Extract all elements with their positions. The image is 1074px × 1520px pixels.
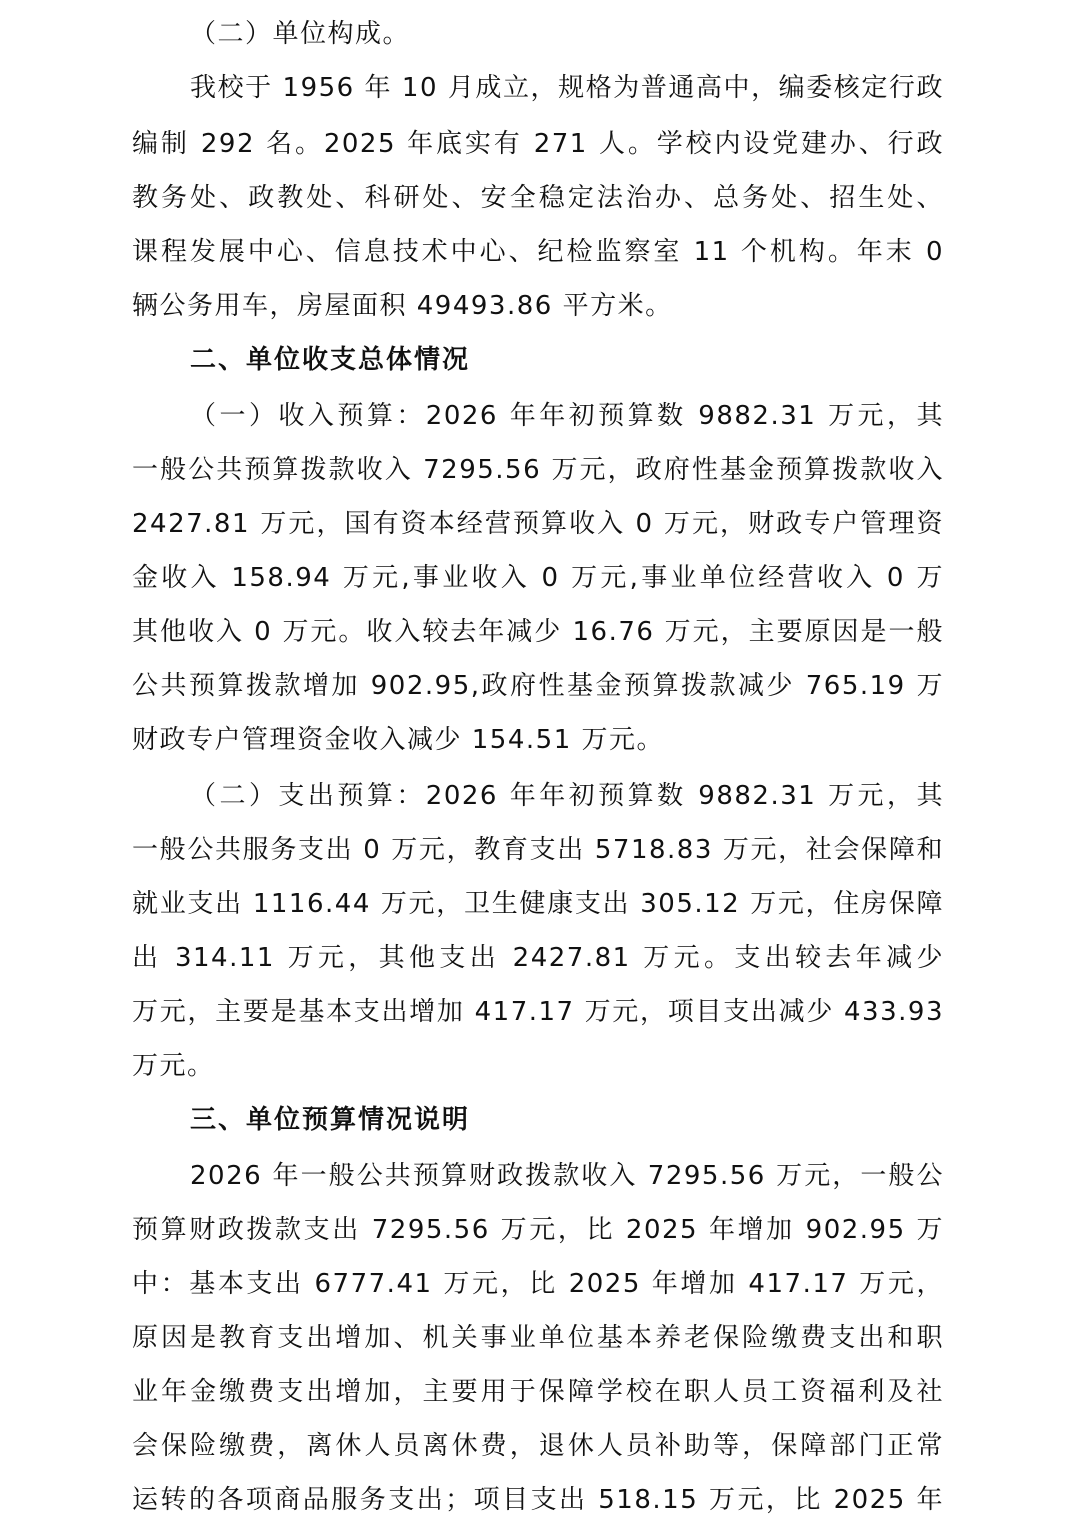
- text-line: （二）支出预算：2026 年年初预算数 9882.31 万元，其: [190, 781, 944, 811]
- text-line: 就业支出 1116.44 万元，卫生健康支出 305.12 万元，住房保障: [132, 889, 944, 919]
- text-line: 一般公共预算拨款收入 7295.56 万元，政府性基金预算拨款收入: [132, 455, 944, 485]
- text-line: 其他收入 0 万元。收入较去年减少 16.76 万元，主要原因是一般: [132, 617, 944, 647]
- text-line: 出 314.11 万元，其他支出 2427.81 万元。支出较去年减少: [132, 943, 944, 973]
- text-line: 2026 年一般公共预算财政拨款收入 7295.56 万元，一般公: [190, 1161, 944, 1191]
- text-line: 2427.81 万元，国有资本经营预算收入 0 万元，财政专户管理资: [132, 509, 944, 539]
- text-line: 辆公务用车，房屋面积 49493.86 平方米。: [132, 291, 673, 321]
- text-line: 会保险缴费，离休人员离休费，退休人员补助等，保障部门正常: [132, 1431, 944, 1461]
- text-line: 公共预算拨款增加 902.95,政府性基金预算拨款减少 765.19 万: [132, 671, 944, 701]
- text-line: 课程发展中心、信息技术中心、纪检监察室 11 个机构。年末 0: [132, 237, 944, 267]
- text-line: 业年金缴费支出增加，主要用于保障学校在职人员工资福利及社: [132, 1377, 944, 1407]
- text-line: 原因是教育支出增加、机关事业单位基本养老保险缴费支出和职: [132, 1323, 944, 1353]
- text-line: 金收入 158.94 万元,事业收入 0 万元,事业单位经营收入 0 万: [132, 563, 944, 593]
- section-heading: 三、单位预算情况说明: [190, 1105, 471, 1135]
- text-line: 中：基本支出 6777.41 万元，比 2025 年增加 417.17 万元，: [132, 1269, 944, 1299]
- text-line: 运转的各项商品服务支出；项目支出 518.15 万元，比 2025 年: [132, 1485, 944, 1515]
- text-line: （一）收入预算：2026 年年初预算数 9882.31 万元，其: [190, 401, 944, 431]
- text-line: 一般公共服务支出 0 万元，教育支出 5718.83 万元，社会保障和: [132, 835, 944, 865]
- text-line: 预算财政拨款支出 7295.56 万元，比 2025 年增加 902.95 万: [132, 1215, 944, 1245]
- text-line: （二）单位构成。: [190, 19, 411, 49]
- text-line: 财政专户管理资金收入减少 154.51 万元。: [132, 725, 665, 755]
- text-line: 教务处、政教处、科研处、安全稳定法治办、总务处、招生处、: [132, 183, 944, 213]
- text-line: 我校于 1956 年 10 月成立，规格为普通高中，编委核定行政: [190, 73, 944, 103]
- section-heading: 二、单位收支总体情况: [190, 345, 471, 375]
- text-line: 编制 292 名。2025 年底实有 271 人。学校内设党建办、行政: [132, 129, 944, 159]
- text-line: 万元。: [132, 1051, 215, 1081]
- text-line: 万元，主要是基本支出增加 417.17 万元，项目支出减少 433.93: [132, 997, 944, 1027]
